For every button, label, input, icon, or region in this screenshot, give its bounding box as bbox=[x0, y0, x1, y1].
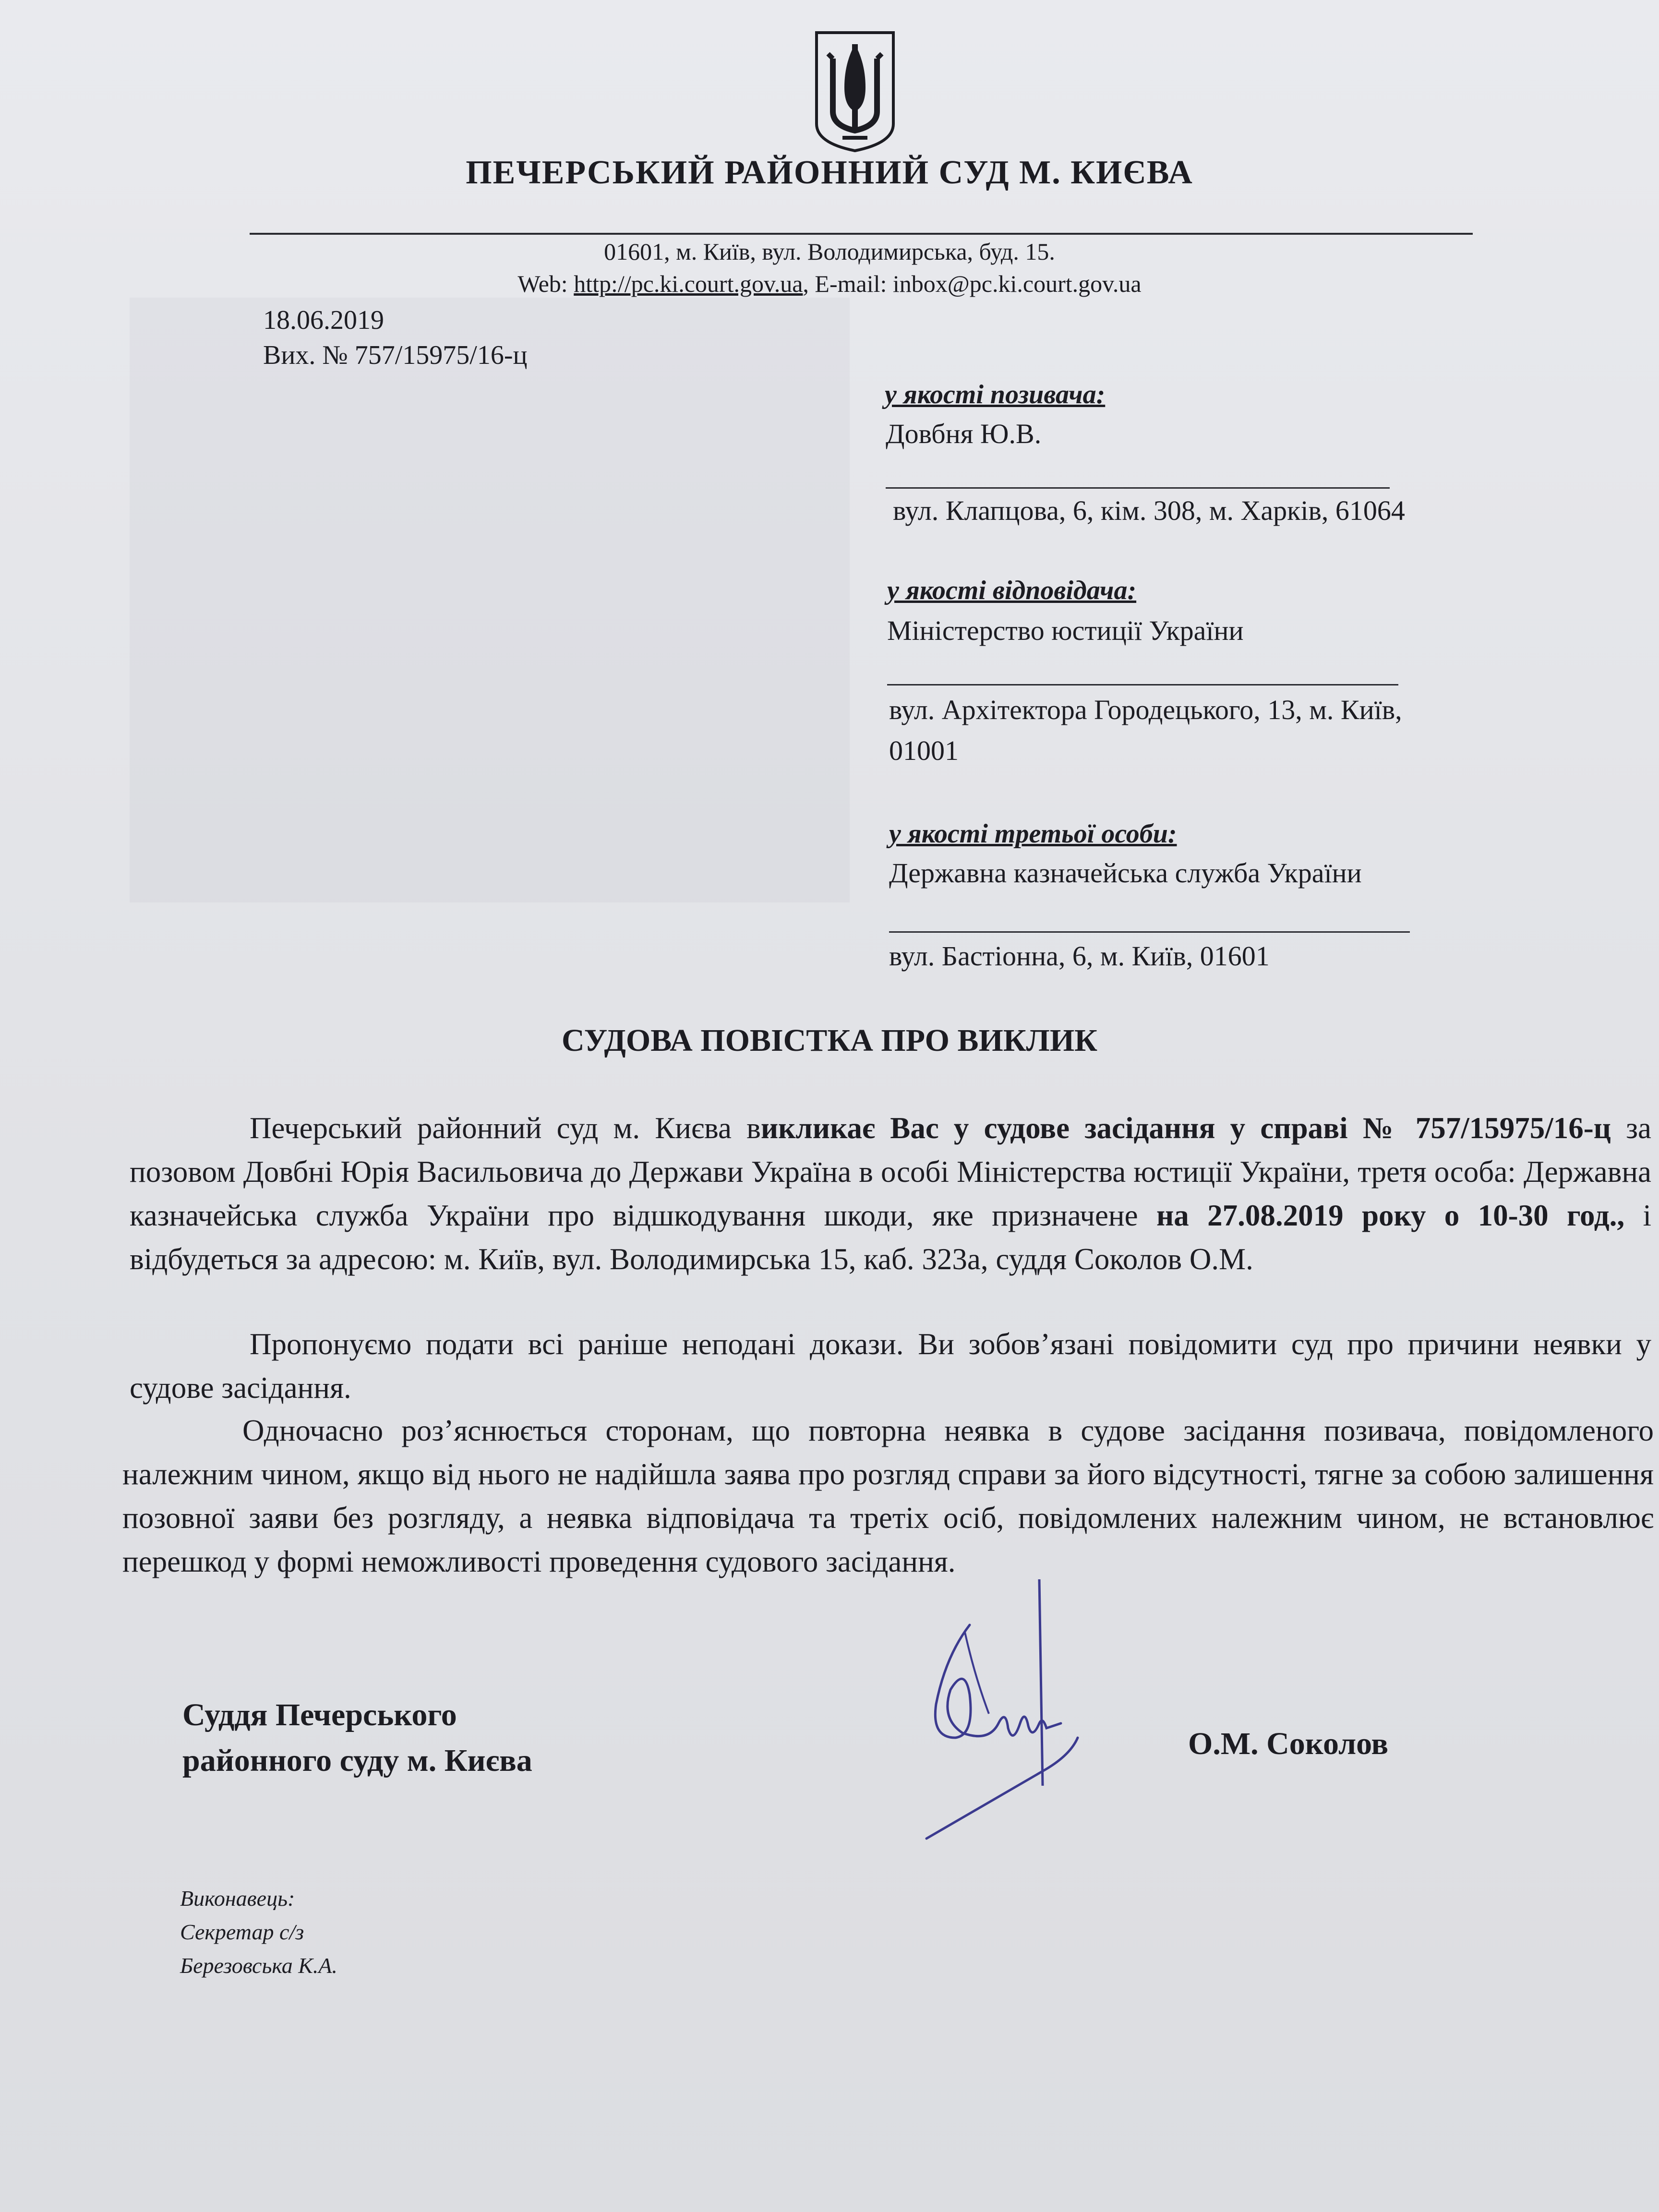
p1-part-c: за позовом Довбні Юрія Васильовича до Держави Україна в особі Міністерства юстиції України, третя особа: Державна казначейська служба України про відшкодування шкоди, яке призначене bbox=[130, 1111, 1651, 1232]
defendant-name: Міністерство юстиції України bbox=[887, 615, 1244, 646]
executor-label: Виконавець: bbox=[180, 1886, 295, 1911]
court-name: ПЕЧЕРСЬКИЙ РАЙОННИЙ СУД М. КИЄВА bbox=[466, 154, 1193, 191]
defendant-address-line-1: вул. Архітектора Городецького, 13, м. Київ, bbox=[889, 694, 1402, 725]
defendant-underline bbox=[887, 684, 1398, 685]
judge-signature bbox=[917, 1579, 1099, 1848]
third-party-name: Державна казначейська служба України bbox=[889, 857, 1362, 889]
paragraph-summons bbox=[130, 1106, 1651, 1281]
executor-name: Березовська К.А. bbox=[180, 1953, 337, 1978]
executor-block bbox=[180, 1882, 337, 1983]
court-contacts bbox=[0, 270, 1659, 298]
web-link[interactable]: http://pc.ki.court.gov.ua bbox=[574, 270, 803, 297]
plaintiff-heading: у якості позивача: bbox=[885, 380, 1106, 409]
defendant-heading: у якості відповідача: bbox=[887, 576, 1137, 605]
third-party-heading: у якості третьої особи: bbox=[889, 819, 1177, 849]
executor-role: Секретар с/з bbox=[180, 1920, 304, 1944]
outgoing-number: Вих. № 757/15975/16-ц bbox=[263, 340, 528, 370]
plaintiff-underline bbox=[886, 487, 1390, 489]
judge-position bbox=[182, 1692, 532, 1783]
paragraph-evidence: Пропонуємо подати всі раніше неподані докази. Ви зобов’язані повідомити суд про причини неявки у судове засідання. bbox=[130, 1327, 1651, 1405]
document-date: 18.06.2019 bbox=[263, 305, 384, 335]
p1-hearing-date: на 27.08.2019 року о 10-30 год., bbox=[1156, 1199, 1625, 1232]
email-text: , E-mail: inbox@pc.ki.court.gov.ua bbox=[803, 270, 1142, 297]
bleed-through-shadow bbox=[130, 298, 850, 902]
plaintiff-name: Довбня Ю.В. bbox=[886, 418, 1042, 449]
third-party-address: вул. Бастіонна, 6, м. Київ, 01601 bbox=[889, 940, 1270, 972]
third-party-underline bbox=[889, 931, 1410, 933]
judge-name: О.М. Соколов bbox=[1188, 1726, 1389, 1761]
court-address: 01601, м. Київ, вул. Володимирська, буд. 15. bbox=[604, 238, 1055, 265]
header-divider bbox=[250, 233, 1473, 235]
p1-part-a: Печерський районний суд м. Києва в bbox=[250, 1111, 761, 1145]
judge-position-line-2: районного суду м. Києва bbox=[182, 1743, 532, 1778]
web-label: Web: bbox=[517, 270, 574, 297]
paragraph-clarification: Одночасно роз’яснюється сторонам, що повторна неявка в судове засідання позивача, повідомленого належним чином, якщо від нього не надійшла заява про розгляд справи за його відсутності, тягне за собою залишення позовної заяви без розгляду, а неявка відповідача та третіх осіб, повідомлених належним чином, не встановлює перешкод у формі неможливості проведення судового засідання. bbox=[122, 1414, 1654, 1578]
p1-part-b: икликає Вас у судове засідання у справі № 757/15975/16-ц bbox=[760, 1111, 1611, 1145]
defendant-address-line-2: 01001 bbox=[889, 735, 959, 766]
document-title: СУДОВА ПОВІСТКА ПРО ВИКЛИК bbox=[561, 1023, 1098, 1058]
judge-position-line-1: Суддя Печерського bbox=[182, 1697, 457, 1732]
trident-emblem-icon bbox=[814, 30, 896, 153]
plaintiff-address: вул. Клапцова, 6, кім. 308, м. Харків, 61064 bbox=[893, 495, 1405, 526]
p1-part-e: і відбудеться за адресою: м. Київ, вул. Володимирська 15, каб. 323а, суддя Соколов О.М. bbox=[130, 1199, 1651, 1276]
